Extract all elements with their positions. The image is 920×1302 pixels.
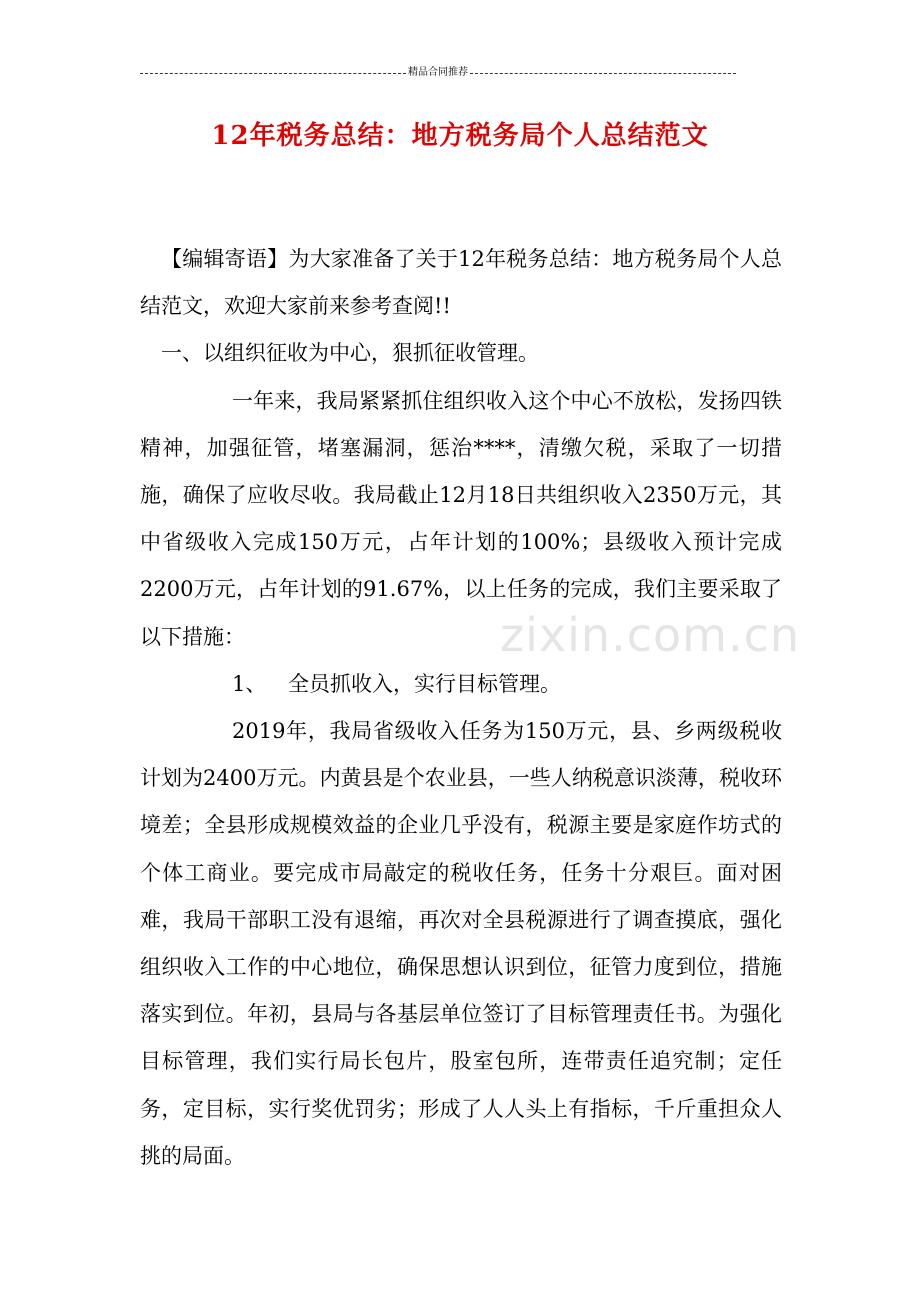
editor-note-paragraph: 【编辑寄语】为大家准备了关于12年税务总结：地方税务局个人总结范文，欢迎大家前来参考查阅!! — [140, 247, 782, 319]
page-header — [140, 66, 736, 80]
header-dash-right — [470, 73, 736, 74]
list-item — [140, 661, 782, 708]
list-item-text: 全员抓收入，实行目标管理。 — [288, 671, 561, 696]
body-paragraph: 2019年，我局省级收入任务为150万元，县、乡两级税收计划为2400万元。内黄县是个农业县，一些人纳税意识淡薄，税收环境差；全县形成规模效益的企业几乎没有，税源主要是家庭作坊式的个体工商业。要完成市局敲定的税收任务，任务十分艰巨。面对困难，我局干部职工没有退缩，再次对全县税源进行了调查摸底，强化组织收入工作的中心地位，确保思想认识到位，征管力度到位，措施落实到位。年初，县局与各基层单位签订了目标管理责任书。为强化目标管理，我们实行局长包片，股室包所，连带责任追究制；定任务，定目标，实行奖优罚劣；形成了人人头上有指标，千斤重担众人挑的局面。 — [140, 719, 782, 1168]
body-paragraph: 一年来，我局紧紧抓住组织收入这个中心不放松，发扬四铁精神，加强征管，堵塞漏洞，惩治****，清缴欠税，采取了一切措施，确保了应收尽收。我局截止12月18日共组织收入2350万元，其中省级收入完成150万元，占年计划的100%；县级收入预计完成2200万元，占年计划的91.67%，以上任务的完成，我们主要采取了以下措施： — [140, 388, 782, 649]
section-heading: 一、以组织征收为中心，狠抓征收管理。 — [161, 341, 539, 366]
header-dash-left — [140, 73, 406, 74]
watermark-text: zixin.com.cn — [500, 608, 801, 662]
list-item-number: 1、 — [232, 671, 267, 696]
document-title: 12年税务总结：地方税务局个人总结范文 — [211, 121, 709, 151]
document-body — [140, 236, 782, 1180]
header-label: 精品合同推荐 — [408, 67, 468, 78]
